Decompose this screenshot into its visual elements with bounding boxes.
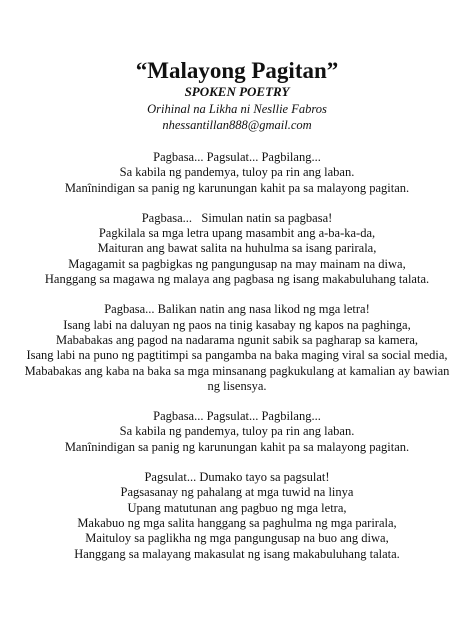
verse-line: Maituloy sa paglikha ng mga pangungusap na buo ang diwa, xyxy=(85,531,389,546)
poem-title: “Malayong Pagitan” xyxy=(135,58,339,83)
poem-subtitle: SPOKEN POETRY xyxy=(184,84,290,99)
verse-line: Hanggang sa malayang makasulat ng isang makabuluhang talata. xyxy=(74,546,400,561)
stanza-2 xyxy=(0,211,474,287)
verse-line: Isang labi na daluyan ng paos na tinig kasabay ng kapos na paghinga, xyxy=(63,317,411,332)
verse-line: Manînindigan sa panig ng karunungan kahit pa sa malayong pagitan. xyxy=(64,180,410,195)
verse-line: Upang matutunan ang pagbuo ng mga letra, xyxy=(127,500,347,515)
poem-body xyxy=(0,150,474,577)
verse-line: Hanggang sa magawa ng malaya ang pagbasa ng isang makabuluhang talata. xyxy=(44,272,430,287)
author-email: nhessantillan888@gmail.com xyxy=(162,118,312,132)
verse-line: Pagkilala sa mga letra upang masambit ang a-ba-ka-da, xyxy=(98,226,376,241)
author-credit: Orihinal na Likha ni Nesllie Fabros xyxy=(147,102,327,116)
verse-line: Mababakas ang pagod na nadarama ngunit sabik sa pagharap sa kamera, xyxy=(55,332,418,347)
verse-line: Pagbasa... Simulan natin sa pagbasa! xyxy=(141,210,333,225)
verse-line: Manînindigan sa panig ng karunungan kahit pa sa malayong pagitan. xyxy=(64,439,410,454)
verse-line: Makabuo ng mga salita hanggang sa paghulma ng mga parirala, xyxy=(77,515,397,530)
verse-line: Pagbasa... Pagsulat... Pagbilang... xyxy=(153,150,321,164)
stanza-3 xyxy=(0,302,474,394)
verse-line: Sa kabila ng pandemya, tuloy pa rin ang laban. xyxy=(119,165,355,180)
verse-line: Pagbasa... Pagsulat... Pagbilang... xyxy=(153,409,321,424)
verse-line: Sa kabila ng pandemya, tuloy pa rin ang laban. xyxy=(119,424,355,439)
verse-line: Pagbasa... Balikan natin ang nasa likod ng mga letra! xyxy=(104,302,370,317)
verse-line: Isang labi na puno ng pagtitimpi sa pangamba na baka maging viral sa social media, xyxy=(26,348,448,363)
stanza-4 xyxy=(0,409,474,455)
stanza-1 xyxy=(0,150,474,196)
verse-line: Maituran ang bawat salita na huhulma sa isang parirala, xyxy=(97,241,377,256)
verse-line: Magagamit sa pagbigkas ng pangungusap na may mainam na diwa, xyxy=(68,256,406,271)
verse-line: Mababakas ang kaba na baka sa mga minsanang pagkukulang at kamalian ay bawian ng lisensya. xyxy=(24,363,450,393)
verse-line: Pagsasanay ng pahalang at mga tuwid na linya xyxy=(120,485,354,500)
verse-line: Pagsulat... Dumako tayo sa pagsulat! xyxy=(144,470,330,485)
stanza-5 xyxy=(0,470,474,562)
